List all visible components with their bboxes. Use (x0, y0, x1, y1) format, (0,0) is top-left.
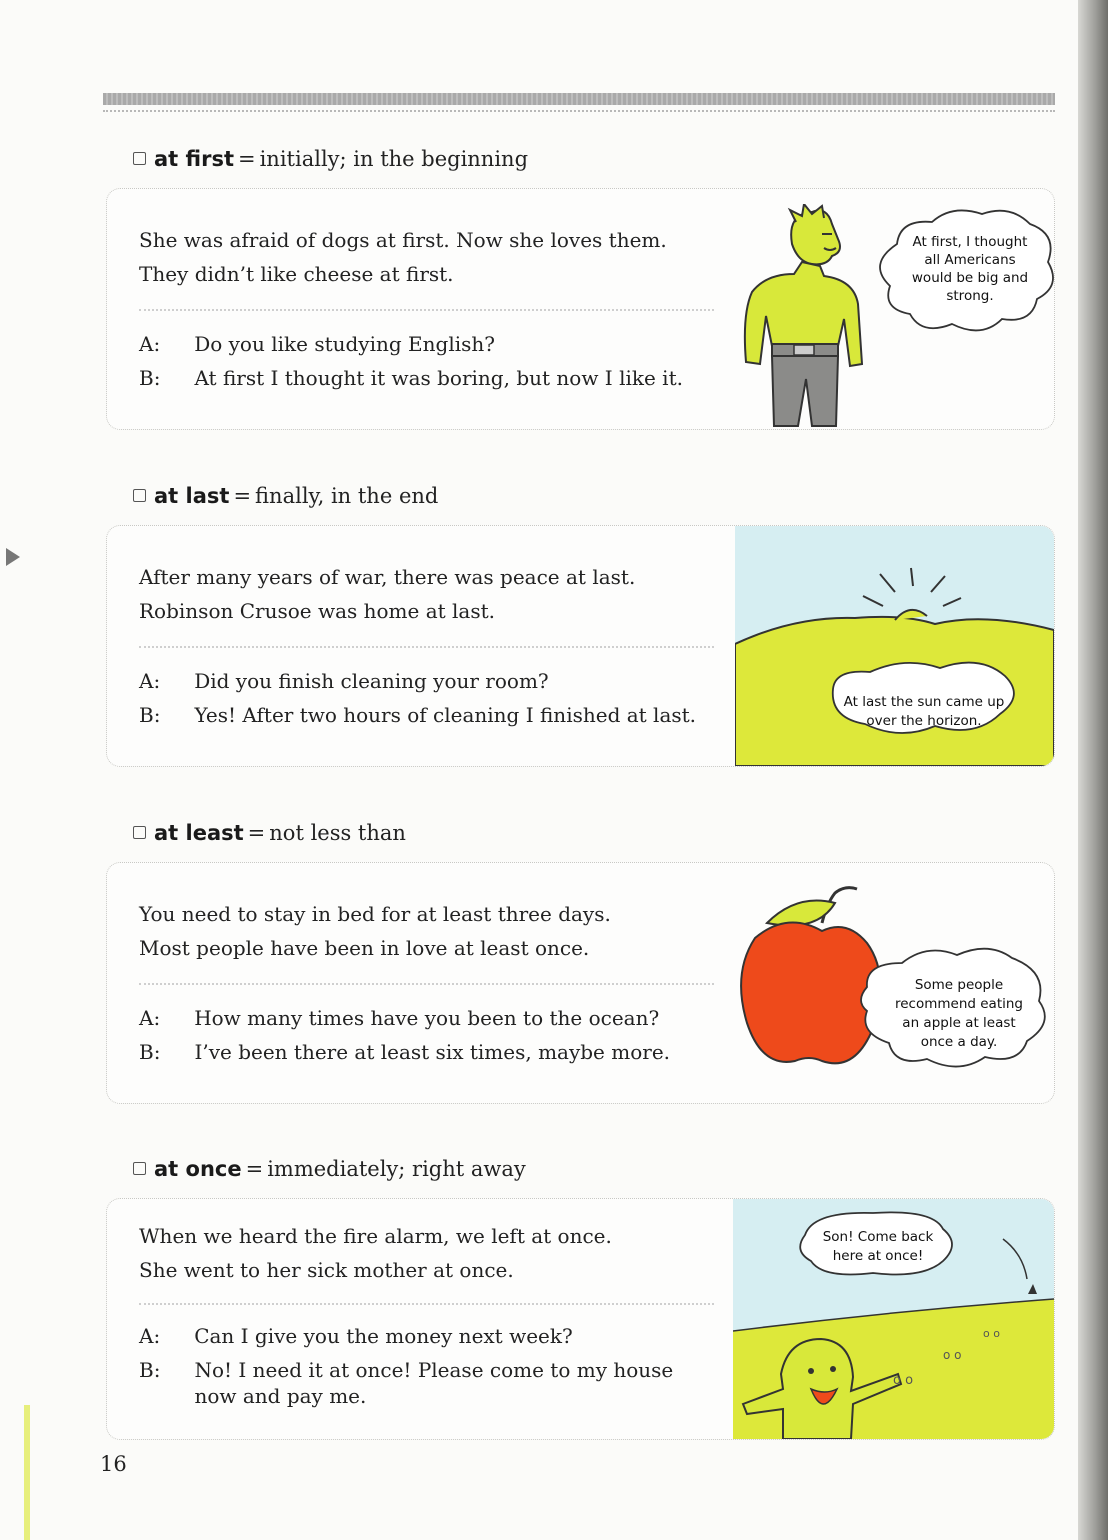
example-sentence: Robinson Crusoe was home at last. (139, 599, 496, 623)
sunrise-illustration (735, 526, 1054, 766)
dialogue-line (139, 698, 696, 732)
example-sentence: When we heard the fire alarm, we left at once. (139, 1224, 612, 1248)
term: at last (154, 484, 230, 508)
bubble-line: At first, I thought (912, 234, 1028, 250)
example-box-at-once (106, 1198, 1055, 1440)
example-box-at-first (106, 188, 1055, 430)
bubble-line: Son! Come back (822, 1229, 934, 1245)
heading-at-last (133, 483, 438, 509)
dialogue-line (139, 1001, 670, 1035)
svg-text:o o: o o (983, 1327, 1000, 1340)
colon: : (153, 1006, 161, 1030)
dotted-divider (139, 309, 714, 311)
example-sentence: They didn’t like cheese at first. (139, 262, 454, 286)
colon: : (153, 669, 161, 693)
dotted-divider (139, 983, 714, 985)
equals-sign: = (237, 147, 256, 171)
dialogue (139, 1001, 670, 1069)
speaker: A (139, 332, 154, 356)
bubble-line: all Americans (924, 252, 1016, 268)
dialogue-line (139, 1319, 694, 1353)
speaker: A (139, 1006, 154, 1030)
speaker: B (139, 366, 154, 390)
dialogue-text: How many times have you been to the ocean? (194, 1006, 660, 1030)
svg-text:o o: o o (943, 1348, 962, 1362)
example-box-at-least (106, 862, 1055, 1104)
dialogue-line (139, 1353, 694, 1409)
bubble-line: would be big and (911, 270, 1029, 286)
dialogue-line (139, 1035, 670, 1069)
strong-man-illustration (732, 204, 1054, 429)
page-edge-highlight (24, 1405, 30, 1540)
example-sentence: You need to stay in bed for at least three days. (139, 902, 611, 926)
speaker: B (139, 1040, 154, 1064)
page-number: 16 (100, 1452, 127, 1476)
term: at first (154, 147, 234, 171)
checkbox-icon[interactable] (133, 489, 146, 502)
bubble-line: At last the sun came up (843, 694, 1005, 710)
top-rule-bar (103, 93, 1055, 105)
colon: : (153, 1324, 161, 1348)
term: at least (154, 821, 244, 845)
colon: : (153, 332, 161, 356)
equals-sign: = (245, 1157, 264, 1181)
dotted-divider (139, 1303, 714, 1305)
dialogue-text: I’ve been there at least six times, maybe more. (194, 1040, 671, 1064)
speaker: A (139, 1324, 154, 1348)
heading-at-least (133, 820, 406, 846)
apple-illustration (727, 883, 1054, 1098)
dialogue-line (139, 361, 683, 395)
top-dotted-rule (103, 110, 1055, 112)
colon: : (153, 366, 161, 390)
heading-at-once (133, 1156, 526, 1182)
bubble-line: recommend eating (894, 996, 1024, 1012)
dotted-divider (139, 646, 714, 648)
colon: : (153, 703, 161, 727)
dialogue-line (139, 327, 683, 361)
page-binding-edge (1078, 0, 1108, 1540)
definition: immediately; right away (267, 1157, 526, 1181)
page-edge-marker (6, 548, 20, 566)
example-sentence: She was afraid of dogs at first. Now she loves them. (139, 228, 667, 252)
dialogue-text: No! I need it at once! Please come to my house now and pay me. (194, 1358, 674, 1408)
dialogue (139, 664, 696, 732)
checkbox-icon[interactable] (133, 1162, 146, 1175)
checkbox-icon[interactable] (133, 826, 146, 839)
definition: initially; in the beginning (259, 147, 529, 171)
dialogue-text: Yes! After two hours of cleaning I finished at last. (194, 703, 697, 727)
bubble-line: Some people (914, 977, 1004, 993)
bubble-line: once a day. (920, 1034, 998, 1050)
dialogue (139, 327, 683, 395)
equals-sign: = (233, 484, 252, 508)
definition: finally, in the end (255, 484, 439, 508)
running-boy-illustration (733, 1199, 1054, 1439)
dialogue-text: Did you finish cleaning your room? (194, 669, 549, 693)
dialogue-line (139, 664, 696, 698)
colon: : (153, 1358, 161, 1382)
example-sentence: Most people have been in love at least once. (139, 936, 590, 960)
dialogue-text: Can I give you the money next week? (194, 1324, 573, 1348)
heading-at-first (133, 146, 528, 172)
equals-sign: = (247, 821, 266, 845)
checkbox-icon[interactable] (133, 152, 146, 165)
bubble-line: here at once! (832, 1248, 924, 1264)
example-sentence: After many years of war, there was peace at last. (139, 565, 636, 589)
dialogue-text: At first I thought it was boring, but now I like it. (194, 366, 683, 390)
svg-text:o o: o o (893, 1373, 914, 1388)
term: at once (154, 1157, 242, 1181)
speaker: B (139, 1358, 154, 1382)
speaker: B (139, 703, 154, 727)
dialogue (139, 1319, 694, 1409)
example-box-at-last (106, 525, 1055, 767)
speaker: A (139, 669, 154, 693)
bubble-line: over the horizon. (866, 713, 982, 729)
definition: not less than (269, 821, 406, 845)
bubble-line: an apple at least (902, 1015, 1016, 1031)
colon: : (153, 1040, 161, 1064)
example-sentence: She went to her sick mother at once. (139, 1258, 514, 1282)
dialogue-text: Do you like studying English? (194, 332, 495, 356)
bubble-line: strong. (946, 288, 994, 304)
